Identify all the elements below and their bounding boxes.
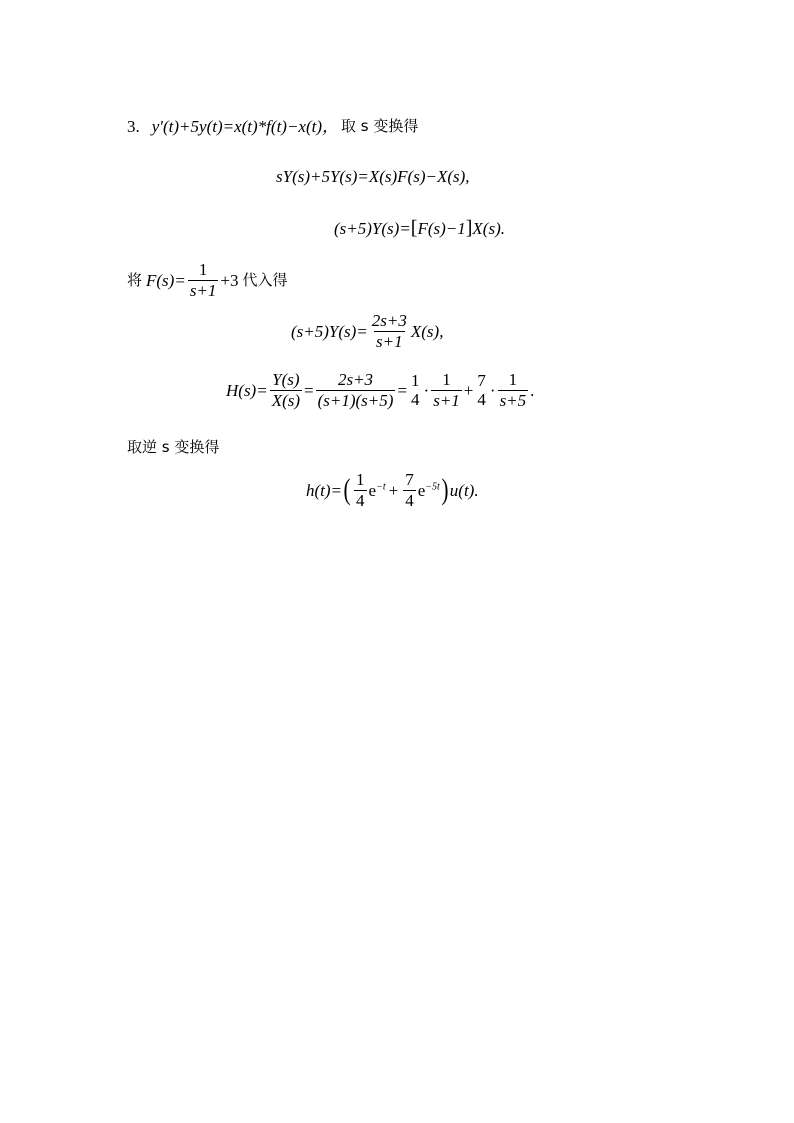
laplace-equation-1: sY(s)+5Y(s)=X(s)F(s)−X(s),	[276, 167, 470, 186]
laplace-equation-2: (s+5)Y(s)= [ F(s)−1 ] X(s).	[334, 217, 505, 239]
take-laplace-text: 取 s 变换得	[341, 117, 419, 135]
problem-statement	[127, 118, 418, 135]
substitution-line: 将 F(s)= $\frac{1}{s+1}$ +3 代入得	[127, 260, 288, 300]
transfer-function: H(s)= $\frac{Y(s)}{X(s)}$ = $\frac{2s+3}{(s+1)(s+5)}$ = 1 4 · $\frac{1}{s+1}$ + 7 4 · $\frac{1}{s+5}$ .	[226, 370, 535, 410]
problem-number: 3.	[127, 117, 140, 136]
inverse-transform-text: 取逆 s 变换得	[127, 438, 220, 456]
equation-3: (s+5)Y(s)= $\frac{2s+3}{s+1}$ X(s),	[291, 311, 444, 351]
impulse-response: h(t)= ( $\frac{1}{4}$ $e^{-t}$ + $\frac{7}{4}$ $e^{-5t}$ ) u(t).	[306, 470, 479, 510]
fraction-1-over-s-plus-1: $\frac{1}{s+1}$	[189, 260, 217, 300]
differential-equation: y′(t)+5y(t)=x(t)*f(t)−x(t)，	[151, 117, 340, 136]
